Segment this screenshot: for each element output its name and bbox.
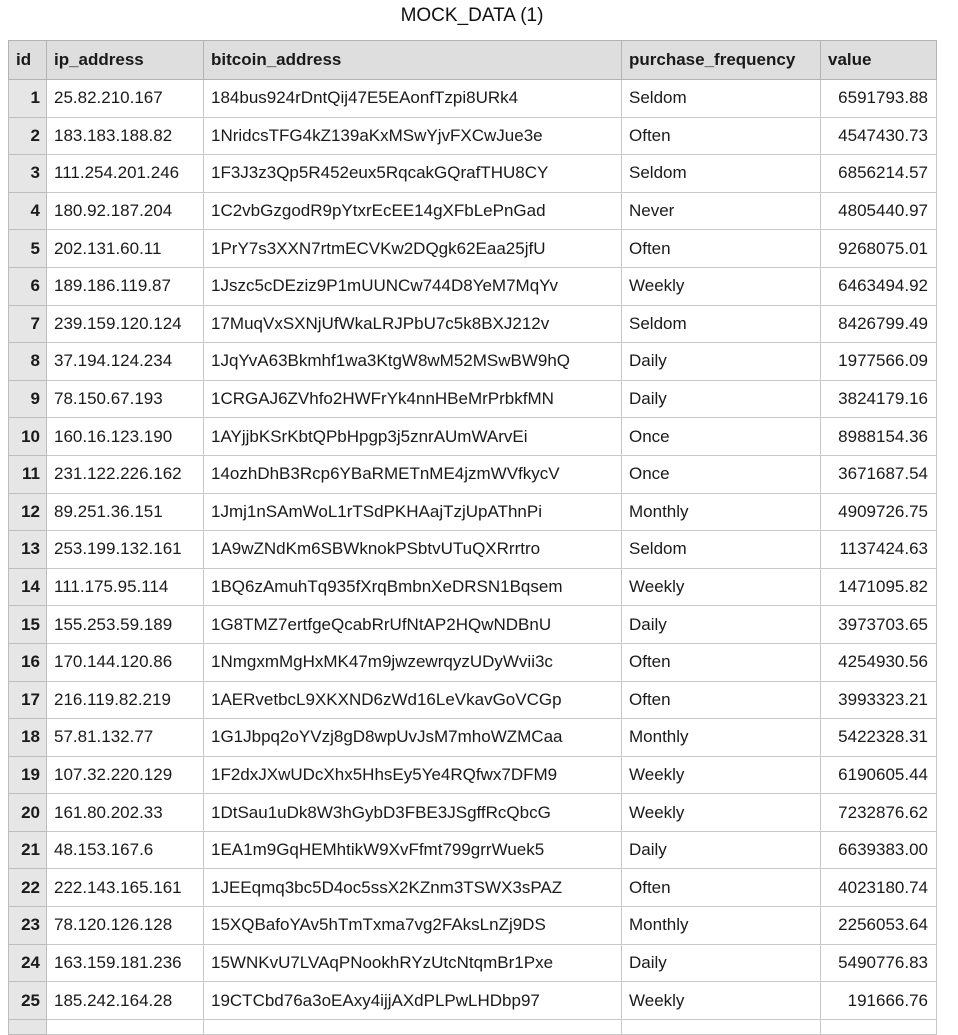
table-row bbox=[9, 192, 937, 230]
cell-ip-address[interactable]: 161.80.202.33 bbox=[47, 794, 204, 832]
table-row bbox=[9, 455, 937, 493]
sheet-title: MOCK_DATA (1) bbox=[400, 5, 544, 26]
cell-value[interactable]: 6190605.44 bbox=[821, 756, 937, 794]
cell-id[interactable]: 9 bbox=[9, 380, 47, 418]
cell-value[interactable]: 3993323.21 bbox=[821, 681, 937, 719]
cell-purchase-frequency[interactable]: Often bbox=[622, 869, 821, 907]
cell-bitcoin-address[interactable]: 1G1Jbpq2oYVzj8gD8wpUvJsM7mhoWZMCaa bbox=[204, 719, 622, 757]
table-row bbox=[9, 230, 937, 268]
cell-purchase-frequency[interactable]: Seldom bbox=[622, 305, 821, 343]
cell-id[interactable]: 21 bbox=[9, 831, 47, 869]
cell-purchase-frequency[interactable]: Once bbox=[622, 455, 821, 493]
table-body bbox=[9, 80, 937, 1035]
cell-purchase-frequency[interactable]: Weekly bbox=[622, 568, 821, 606]
cell-value[interactable]: 6856214.57 bbox=[821, 155, 937, 193]
cell-ip-address[interactable]: 202.131.60.11 bbox=[47, 230, 204, 268]
cell-bitcoin-address[interactable]: 1C2vbGzgodR9pYtxrEcEE14gXFbLePnGad bbox=[204, 192, 622, 230]
cell-id[interactable]: 11 bbox=[9, 455, 47, 493]
cell-id[interactable]: 5 bbox=[9, 230, 47, 268]
cell-ip-address[interactable]: 48.153.167.6 bbox=[47, 831, 204, 869]
cell-value[interactable]: 5422328.31 bbox=[821, 719, 937, 757]
cell-purchase-frequency[interactable]: Daily bbox=[622, 606, 821, 644]
cell-purchase-frequency[interactable]: Weekly bbox=[622, 756, 821, 794]
cell-purchase-frequency[interactable]: Often bbox=[622, 681, 821, 719]
cell-purchase-frequency[interactable]: Seldom bbox=[622, 155, 821, 193]
table-row bbox=[9, 831, 937, 869]
cell-value[interactable]: 7232876.62 bbox=[821, 794, 937, 832]
table-row bbox=[9, 267, 937, 305]
table-row bbox=[9, 944, 937, 982]
table-row bbox=[9, 643, 937, 681]
cell-id[interactable]: 12 bbox=[9, 493, 47, 531]
cell-ip-address[interactable]: 180.92.187.204 bbox=[47, 192, 204, 230]
table-row bbox=[9, 117, 937, 155]
cell-id[interactable]: 13 bbox=[9, 531, 47, 569]
cell-bitcoin-address[interactable]: 1EA1m9GqHEMhtikW9XvFfmt799grrWuek5 bbox=[204, 831, 622, 869]
cell-value[interactable]: 1977566.09 bbox=[821, 343, 937, 381]
column-header-bitcoin-address[interactable]: bitcoin_address bbox=[204, 41, 622, 80]
cell-value[interactable]: 5490776.83 bbox=[821, 944, 937, 982]
cell-bitcoin-address[interactable]: 184bus924rDntQij47E5EAonfTzpi8URk4 bbox=[204, 80, 622, 118]
cell-purchase-frequency[interactable]: Once bbox=[622, 418, 821, 456]
cell-bitcoin-address[interactable]: 1Jmj1nSAmWoL1rTSdPKHAajTzjUpAThnPi bbox=[204, 493, 622, 531]
cell-id[interactable]: 6 bbox=[9, 267, 47, 305]
table-row bbox=[9, 907, 937, 945]
cell-purchase-frequency[interactable]: Weekly bbox=[622, 267, 821, 305]
cell-value[interactable]: 191666.76 bbox=[821, 982, 937, 1020]
cell-bitcoin-address[interactable]: 1F2dxJXwUDcXhx5HhsEy5Ye4RQfwx7DFM9 bbox=[204, 756, 622, 794]
cell-purchase-frequency[interactable]: Daily bbox=[622, 380, 821, 418]
cell-purchase-frequency[interactable]: Daily bbox=[622, 831, 821, 869]
cell-id[interactable] bbox=[9, 1019, 47, 1034]
cell-value[interactable]: 3824179.16 bbox=[821, 380, 937, 418]
table-row bbox=[9, 343, 937, 381]
cell-ip-address[interactable]: 107.32.220.129 bbox=[47, 756, 204, 794]
cell-value[interactable]: 4909726.75 bbox=[821, 493, 937, 531]
cell-bitcoin-address[interactable]: 1CRGAJ6ZVhfo2HWFrYk4nnHBeMrPrbkfMN bbox=[204, 380, 622, 418]
cell-value[interactable]: 8426799.49 bbox=[821, 305, 937, 343]
cell-value[interactable]: 3973703.65 bbox=[821, 606, 937, 644]
cell-ip-address[interactable]: 25.82.210.167 bbox=[47, 80, 204, 118]
cell-value[interactable]: 1471095.82 bbox=[821, 568, 937, 606]
table-row bbox=[9, 531, 937, 569]
cell-id[interactable]: 18 bbox=[9, 719, 47, 757]
data-table bbox=[8, 40, 937, 1035]
cell-bitcoin-address[interactable]: 1NridcsTFG4kZ139aKxMSwYjvFXCwJue3e bbox=[204, 117, 622, 155]
cell-value[interactable]: 6463494.92 bbox=[821, 267, 937, 305]
cell-id[interactable]: 17 bbox=[9, 681, 47, 719]
cell-purchase-frequency[interactable]: Never bbox=[622, 192, 821, 230]
cell-bitcoin-address[interactable]: 17MuqVxSXNjUfWkaLRJPbU7c5k8BXJ212v bbox=[204, 305, 622, 343]
cell-ip-address[interactable]: 57.81.132.77 bbox=[47, 719, 204, 757]
cell-bitcoin-address[interactable]: 1AERvetbcL9XKXND6zWd16LeVkavGoVCGp bbox=[204, 681, 622, 719]
cell-id[interactable]: 25 bbox=[9, 982, 47, 1020]
cell-purchase-frequency[interactable]: Often bbox=[622, 643, 821, 681]
table-row bbox=[9, 155, 937, 193]
cell-id[interactable]: 22 bbox=[9, 869, 47, 907]
cell-ip-address[interactable]: 216.119.82.219 bbox=[47, 681, 204, 719]
cell-bitcoin-address[interactable]: 1DtSau1uDk8W3hGybD3FBE3JSgffRcQbcG bbox=[204, 794, 622, 832]
cell-bitcoin-address[interactable]: 1F3J3z3Qp5R452eux5RqcakGQrafTHU8CY bbox=[204, 155, 622, 193]
cell-id[interactable]: 20 bbox=[9, 794, 47, 832]
cell-id[interactable]: 2 bbox=[9, 117, 47, 155]
cell-value[interactable]: 4547430.73 bbox=[821, 117, 937, 155]
cell-ip-address[interactable]: 222.143.165.161 bbox=[47, 869, 204, 907]
cell-value[interactable]: 2256053.64 bbox=[821, 907, 937, 945]
column-header-value[interactable]: value bbox=[821, 41, 937, 80]
cell-ip-address[interactable] bbox=[47, 1019, 204, 1034]
cell-bitcoin-address[interactable]: 1NmgxmMgHxMK47m9jwzewrqyzUDyWvii3c bbox=[204, 643, 622, 681]
cell-value[interactable]: 4023180.74 bbox=[821, 869, 937, 907]
cell-purchase-frequency[interactable] bbox=[622, 1019, 821, 1034]
cell-id[interactable]: 1 bbox=[9, 80, 47, 118]
cell-id[interactable]: 23 bbox=[9, 907, 47, 945]
cell-purchase-frequency[interactable]: Monthly bbox=[622, 493, 821, 531]
column-header-id[interactable]: id bbox=[9, 41, 47, 80]
cell-bitcoin-address[interactable]: 1BQ6zAmuhTq935fXrqBmbnXeDRSN1Bqsem bbox=[204, 568, 622, 606]
table-row bbox=[9, 380, 937, 418]
table-row bbox=[9, 418, 937, 456]
table-row bbox=[9, 305, 937, 343]
cell-bitcoin-address[interactable] bbox=[204, 1019, 622, 1034]
cell-ip-address[interactable]: 163.159.181.236 bbox=[47, 944, 204, 982]
cell-purchase-frequency[interactable]: Seldom bbox=[622, 531, 821, 569]
cell-ip-address[interactable]: 160.16.123.190 bbox=[47, 418, 204, 456]
cell-ip-address[interactable]: 185.242.164.28 bbox=[47, 982, 204, 1020]
cell-bitcoin-address[interactable]: 19CTCbd76a3oEAxy4ijjAXdPLPwLHDbp97 bbox=[204, 982, 622, 1020]
cell-id[interactable]: 15 bbox=[9, 606, 47, 644]
table-row bbox=[9, 982, 937, 1020]
cell-ip-address[interactable]: 170.144.120.86 bbox=[47, 643, 204, 681]
cell-bitcoin-address[interactable]: 14ozhDhB3Rcp6YBaRMETnME4jzmWVfkycV bbox=[204, 455, 622, 493]
cell-ip-address[interactable]: 111.175.95.114 bbox=[47, 568, 204, 606]
cell-purchase-frequency[interactable]: Often bbox=[622, 230, 821, 268]
table-row bbox=[9, 568, 937, 606]
cell-value[interactable]: 1137424.63 bbox=[821, 531, 937, 569]
cell-bitcoin-address[interactable]: 1A9wZNdKm6SBWknokPSbtvUTuQXRrrtro bbox=[204, 531, 622, 569]
cell-bitcoin-address[interactable]: 1PrY7s3XXN7rtmECVKw2DQgk62Eaa25jfU bbox=[204, 230, 622, 268]
table-row-partial bbox=[9, 1019, 937, 1034]
cell-value[interactable]: 9268075.01 bbox=[821, 230, 937, 268]
cell-purchase-frequency[interactable]: Daily bbox=[622, 343, 821, 381]
cell-ip-address[interactable]: 253.199.132.161 bbox=[47, 531, 204, 569]
cell-purchase-frequency[interactable]: Seldom bbox=[622, 80, 821, 118]
cell-bitcoin-address[interactable]: 1AYjjbKSrKbtQPbHpgp3j5znrAUmWArvEi bbox=[204, 418, 622, 456]
table-row bbox=[9, 606, 937, 644]
cell-id[interactable]: 10 bbox=[9, 418, 47, 456]
cell-ip-address[interactable]: 37.194.124.234 bbox=[47, 343, 204, 381]
cell-purchase-frequency[interactable]: Monthly bbox=[622, 719, 821, 757]
cell-id[interactable]: 16 bbox=[9, 643, 47, 681]
table-row bbox=[9, 80, 937, 118]
cell-bitcoin-address[interactable]: 1Jszc5cDEziz9P1mUUNCw744D8YeM7MqYv bbox=[204, 267, 622, 305]
header-row bbox=[9, 41, 937, 80]
cell-ip-address[interactable]: 239.159.120.124 bbox=[47, 305, 204, 343]
cell-bitcoin-address[interactable]: 1JqYvA63Bkmhf1wa3KtgW8wM52MSwBW9hQ bbox=[204, 343, 622, 381]
table-row bbox=[9, 719, 937, 757]
cell-id[interactable]: 24 bbox=[9, 944, 47, 982]
cell-id[interactable]: 14 bbox=[9, 568, 47, 606]
table-row bbox=[9, 681, 937, 719]
column-header-purchase-frequency[interactable]: purchase_frequency bbox=[622, 41, 821, 80]
cell-bitcoin-address[interactable]: 1G8TMZ7ertfgeQcabRrUfNtAP2HQwNDBnU bbox=[204, 606, 622, 644]
cell-value[interactable]: 6639383.00 bbox=[821, 831, 937, 869]
cell-purchase-frequency[interactable]: Weekly bbox=[622, 982, 821, 1020]
cell-ip-address[interactable]: 78.120.126.128 bbox=[47, 907, 204, 945]
cell-purchase-frequency[interactable]: Daily bbox=[622, 944, 821, 982]
cell-purchase-frequency[interactable]: Often bbox=[622, 117, 821, 155]
table-row bbox=[9, 794, 937, 832]
table-row bbox=[9, 756, 937, 794]
cell-value[interactable] bbox=[821, 1019, 937, 1034]
cell-ip-address[interactable]: 189.186.119.87 bbox=[47, 267, 204, 305]
cell-ip-address[interactable]: 89.251.36.151 bbox=[47, 493, 204, 531]
column-header-ip-address[interactable]: ip_address bbox=[47, 41, 204, 80]
cell-id[interactable]: 19 bbox=[9, 756, 47, 794]
cell-bitcoin-address[interactable]: 1JEEqmq3bc5D4oc5ssX2KZnm3TSWX3sPAZ bbox=[204, 869, 622, 907]
cell-ip-address[interactable]: 78.150.67.193 bbox=[47, 380, 204, 418]
cell-bitcoin-address[interactable]: 15XQBafoYAv5hTmTxma7vg2FAksLnZj9DS bbox=[204, 907, 622, 945]
cell-value[interactable]: 4254930.56 bbox=[821, 643, 937, 681]
cell-ip-address[interactable]: 183.183.188.82 bbox=[47, 117, 204, 155]
cell-ip-address[interactable]: 155.253.59.189 bbox=[47, 606, 204, 644]
cell-ip-address[interactable]: 231.122.226.162 bbox=[47, 455, 204, 493]
cell-value[interactable]: 8988154.36 bbox=[821, 418, 937, 456]
cell-bitcoin-address[interactable]: 15WNKvU7LVAqPNookhRYzUtcNtqmBr1Pxe bbox=[204, 944, 622, 982]
cell-id[interactable]: 7 bbox=[9, 305, 47, 343]
cell-value[interactable]: 6591793.88 bbox=[821, 80, 937, 118]
cell-id[interactable]: 8 bbox=[9, 343, 47, 381]
cell-value[interactable]: 4805440.97 bbox=[821, 192, 937, 230]
table-row bbox=[9, 869, 937, 907]
cell-id[interactable]: 4 bbox=[9, 192, 47, 230]
cell-id[interactable]: 3 bbox=[9, 155, 47, 193]
cell-ip-address[interactable]: 111.254.201.246 bbox=[47, 155, 204, 193]
cell-purchase-frequency[interactable]: Monthly bbox=[622, 907, 821, 945]
cell-purchase-frequency[interactable]: Weekly bbox=[622, 794, 821, 832]
table-row bbox=[9, 493, 937, 531]
cell-value[interactable]: 3671687.54 bbox=[821, 455, 937, 493]
